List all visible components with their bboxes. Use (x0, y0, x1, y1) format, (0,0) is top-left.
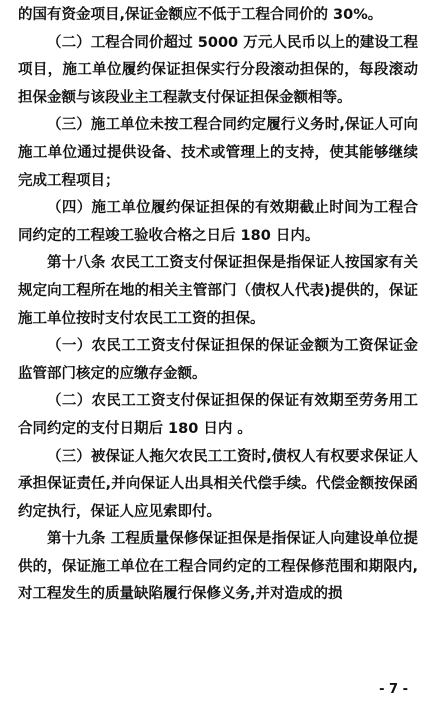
paragraph-clause-3 (18, 112, 418, 195)
page-number: - 7 - (379, 682, 408, 697)
paragraph-text: 农民工工资支付保证担保是指保证人按国家有关规定向工程所在地的相关主管部门（债权人代表)提供的，保证施工单位按时支付农民工工资的担保。 (18, 255, 419, 327)
paragraph-text: 工程质量保修保证担保是指保证人向建设单位提供的，保证施工单位在工程合同约定的工程保修范围和期限内,对工程发生的质量缺陷履行保修义务,并对造成的损 (18, 531, 419, 603)
paragraph-clause-4 (18, 195, 418, 250)
paragraph-clause-3b (18, 444, 418, 527)
article-label: 第十八条 (47, 255, 106, 272)
paragraph-text: （一）农民工工资支付保证担保的保证金额为工资保证金监管部门核定的应缴存金额。 (18, 338, 418, 382)
paragraph-text: 的国有资金项目,保证金额应不低于工程合同价的 30%。 (18, 7, 383, 23)
paragraph-continuation (18, 2, 418, 30)
paragraph-text: （四）施工单位履约保证担保的有效期截止时间为工程合同约定的工程竣工验收合格之日后 180 日内。 (18, 200, 418, 244)
article-18 (18, 250, 418, 333)
paragraph-text: （二）工程合同价超过 5000 万元人民币以上的建设工程项目，施工单位履约保证担保实行分段滚动担保的，每段滚动担保金额与该段业主工程款支付保证担保金额相等。 (18, 34, 418, 106)
paragraph-clause-1 (18, 333, 418, 388)
paragraph-clause-2b (18, 388, 418, 443)
paragraph-text: （三）施工单位未按工程合同约定履行义务时,保证人可向施工单位通过提供设备、技术或管理上的支持，使其能够继续完成工程项目； (18, 117, 418, 189)
paragraph-text: （三）被保证人拖欠农民工工资时,债权人有权要求保证人承担保证责任,并向保证人出具相关代偿手续。代偿金额按保函约定执行，保证人应见索即付。 (18, 448, 418, 520)
body-text (18, 2, 418, 609)
paragraph-text: （二）农民工工资支付保证担保的保证有效期至劳务用工合同约定的支付日期后 180 日内 。 (18, 393, 418, 437)
article-19 (18, 526, 418, 609)
article-label: 第十九条 (47, 531, 106, 548)
paragraph-clause-2 (18, 30, 418, 113)
